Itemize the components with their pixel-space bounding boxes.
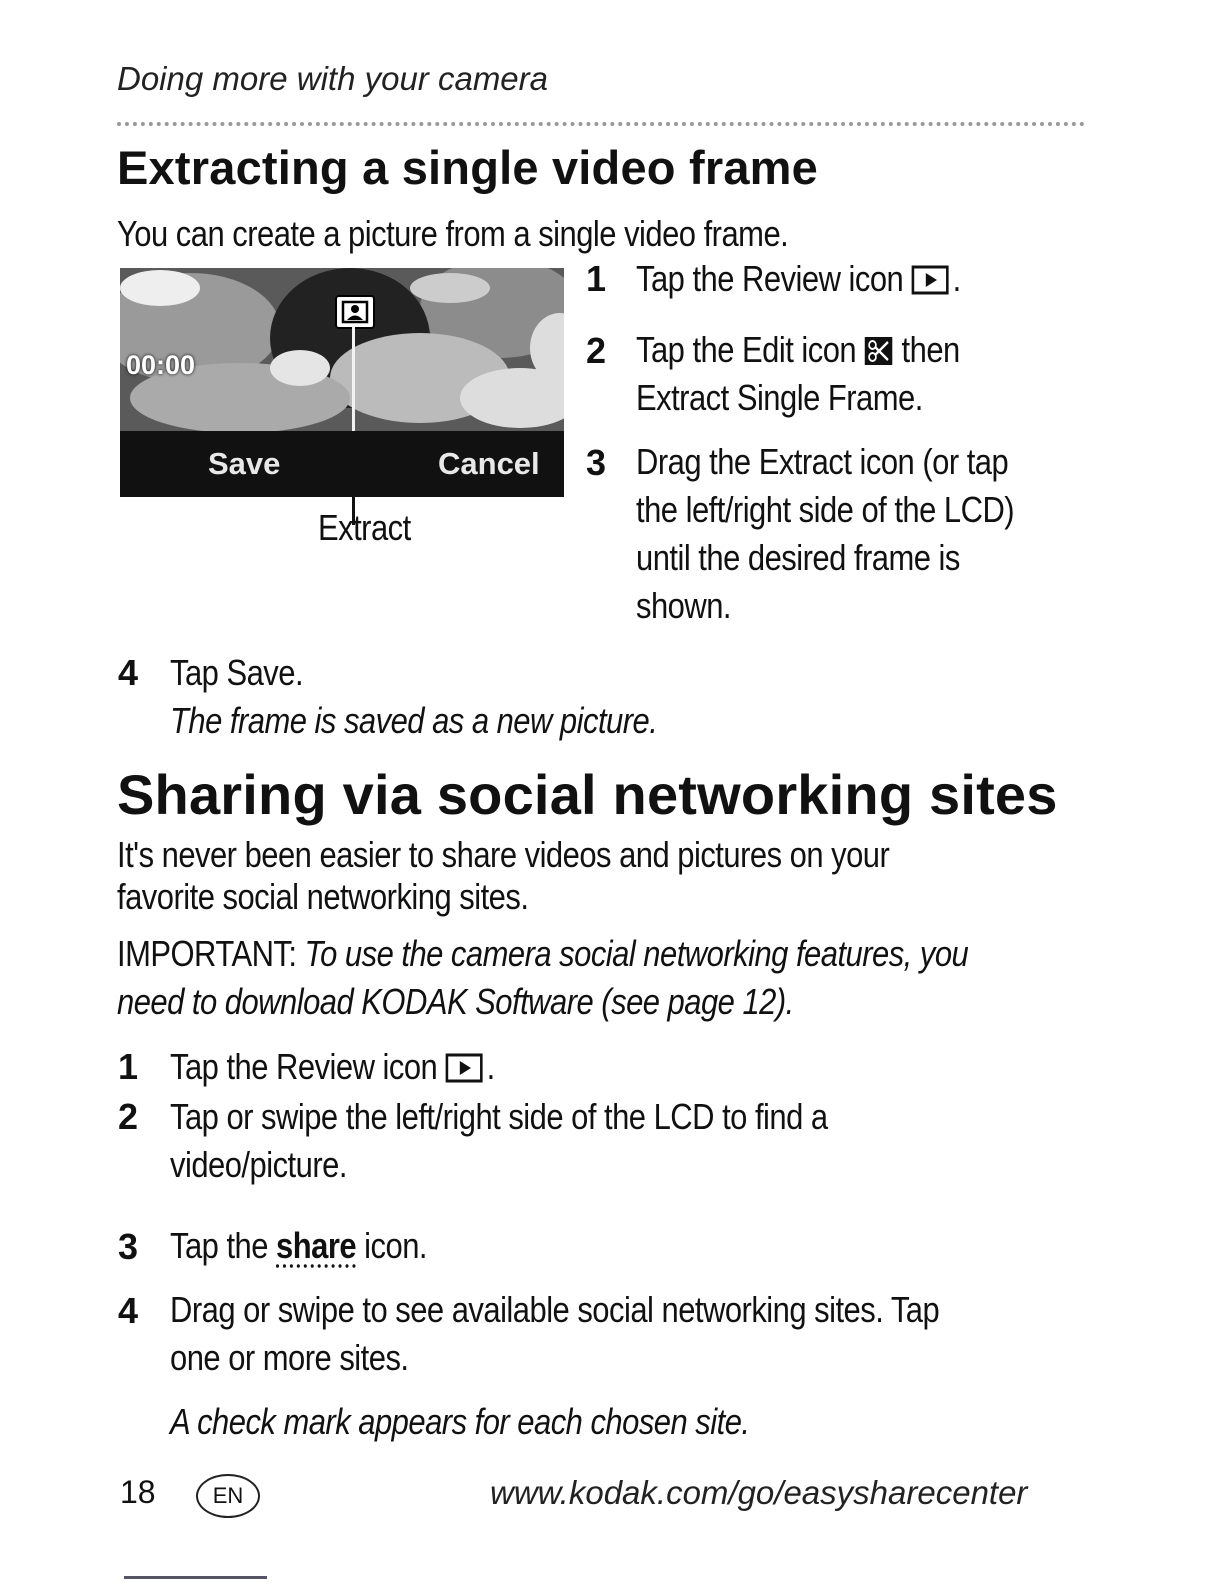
s2-step2-line1: Tap or swipe the left/right side of the LCD to find a xyxy=(170,1096,828,1137)
s1-step2-post: then xyxy=(901,329,960,370)
save-button[interactable]: Save xyxy=(208,446,281,481)
s2-step2-line2: video/picture. xyxy=(170,1144,347,1185)
s2-step2-num: 2 xyxy=(118,1096,139,1137)
s1-step3-line4: shown. xyxy=(636,585,732,626)
camera-screen-figure xyxy=(120,268,564,497)
header-rule xyxy=(117,122,1085,126)
extract-frame-glyph xyxy=(337,297,373,327)
edit-scissors-icon xyxy=(864,336,893,366)
s2-step4-result: A check mark appears for each chosen site. xyxy=(170,1401,750,1442)
s2-step1-num: 1 xyxy=(118,1046,139,1087)
s1-step4-num: 4 xyxy=(118,652,139,693)
s1-step2-line2: Extract Single Frame. xyxy=(636,377,923,418)
extract-frame-icon[interactable] xyxy=(335,295,375,329)
s1-step4-text: Tap Save. xyxy=(170,652,304,693)
section2-intro-line2: favorite social networking sites. xyxy=(117,876,529,917)
s2-step3-post: icon. xyxy=(364,1225,427,1266)
section-title-extract: Extracting a single video frame xyxy=(117,141,818,194)
s2-step4-line1: Drag or swipe to see available social networking sites. Tap xyxy=(170,1289,940,1330)
running-head: Doing more with your camera xyxy=(117,60,548,97)
s2-step4-line2: one or more sites. xyxy=(170,1337,409,1378)
s2-step1-text xyxy=(170,1043,495,1091)
s1-step3-line1: Drag the Extract icon (or tap xyxy=(636,441,1009,482)
s1-step2-line1 xyxy=(636,326,960,374)
important-text2: need to download KODAK Software (see page 12). xyxy=(117,981,794,1022)
important-text1: To use the camera social networking features, you xyxy=(304,933,969,974)
s2-step4-num: 4 xyxy=(118,1290,139,1331)
important-note-line1 xyxy=(117,930,968,978)
important-label: IMPORTANT: xyxy=(117,933,297,974)
section-title-sharing: Sharing via social networking sites xyxy=(117,763,1058,826)
s2-step3-pre: Tap the xyxy=(170,1225,268,1266)
s1-step4-result: The frame is saved as a new picture. xyxy=(170,700,658,741)
s2-step1-pre: Tap the Review icon xyxy=(170,1046,438,1087)
section2-intro-line1: It's never been easier to share videos and pictures on your xyxy=(117,834,890,875)
s1-step2-pre: Tap the Edit icon xyxy=(636,329,857,370)
timecode: 00:00 xyxy=(126,350,196,380)
language-badge: EN xyxy=(196,1474,260,1518)
s1-step2-num: 2 xyxy=(586,330,607,371)
footer-url[interactable]: www.kodak.com/go/easysharecenter xyxy=(490,1474,1028,1511)
s1-step1-text xyxy=(636,255,961,303)
s1-step1-pre: Tap the Review icon xyxy=(636,258,904,299)
s1-step1-post: . xyxy=(952,258,961,299)
review-play-icon xyxy=(911,265,952,295)
cancel-button[interactable]: Cancel xyxy=(438,446,540,481)
s1-step3-num: 3 xyxy=(586,442,607,483)
bottom-bar xyxy=(124,1576,267,1579)
page-number: 18 xyxy=(120,1474,156,1510)
s2-step3-text xyxy=(170,1222,427,1270)
s2-step1-post: . xyxy=(486,1046,495,1087)
s1-step3-line3: until the desired frame is xyxy=(636,537,960,578)
s1-step3-line2: the left/right side of the LCD) xyxy=(636,489,1015,530)
s2-step3-num: 3 xyxy=(118,1226,139,1267)
extract-callout-label: Extract xyxy=(318,507,411,548)
section1-intro: You can create a picture from a single video frame. xyxy=(117,213,789,254)
review-play-icon xyxy=(445,1053,486,1083)
s1-step1-num: 1 xyxy=(586,258,607,299)
share-icon: share xyxy=(276,1225,357,1266)
